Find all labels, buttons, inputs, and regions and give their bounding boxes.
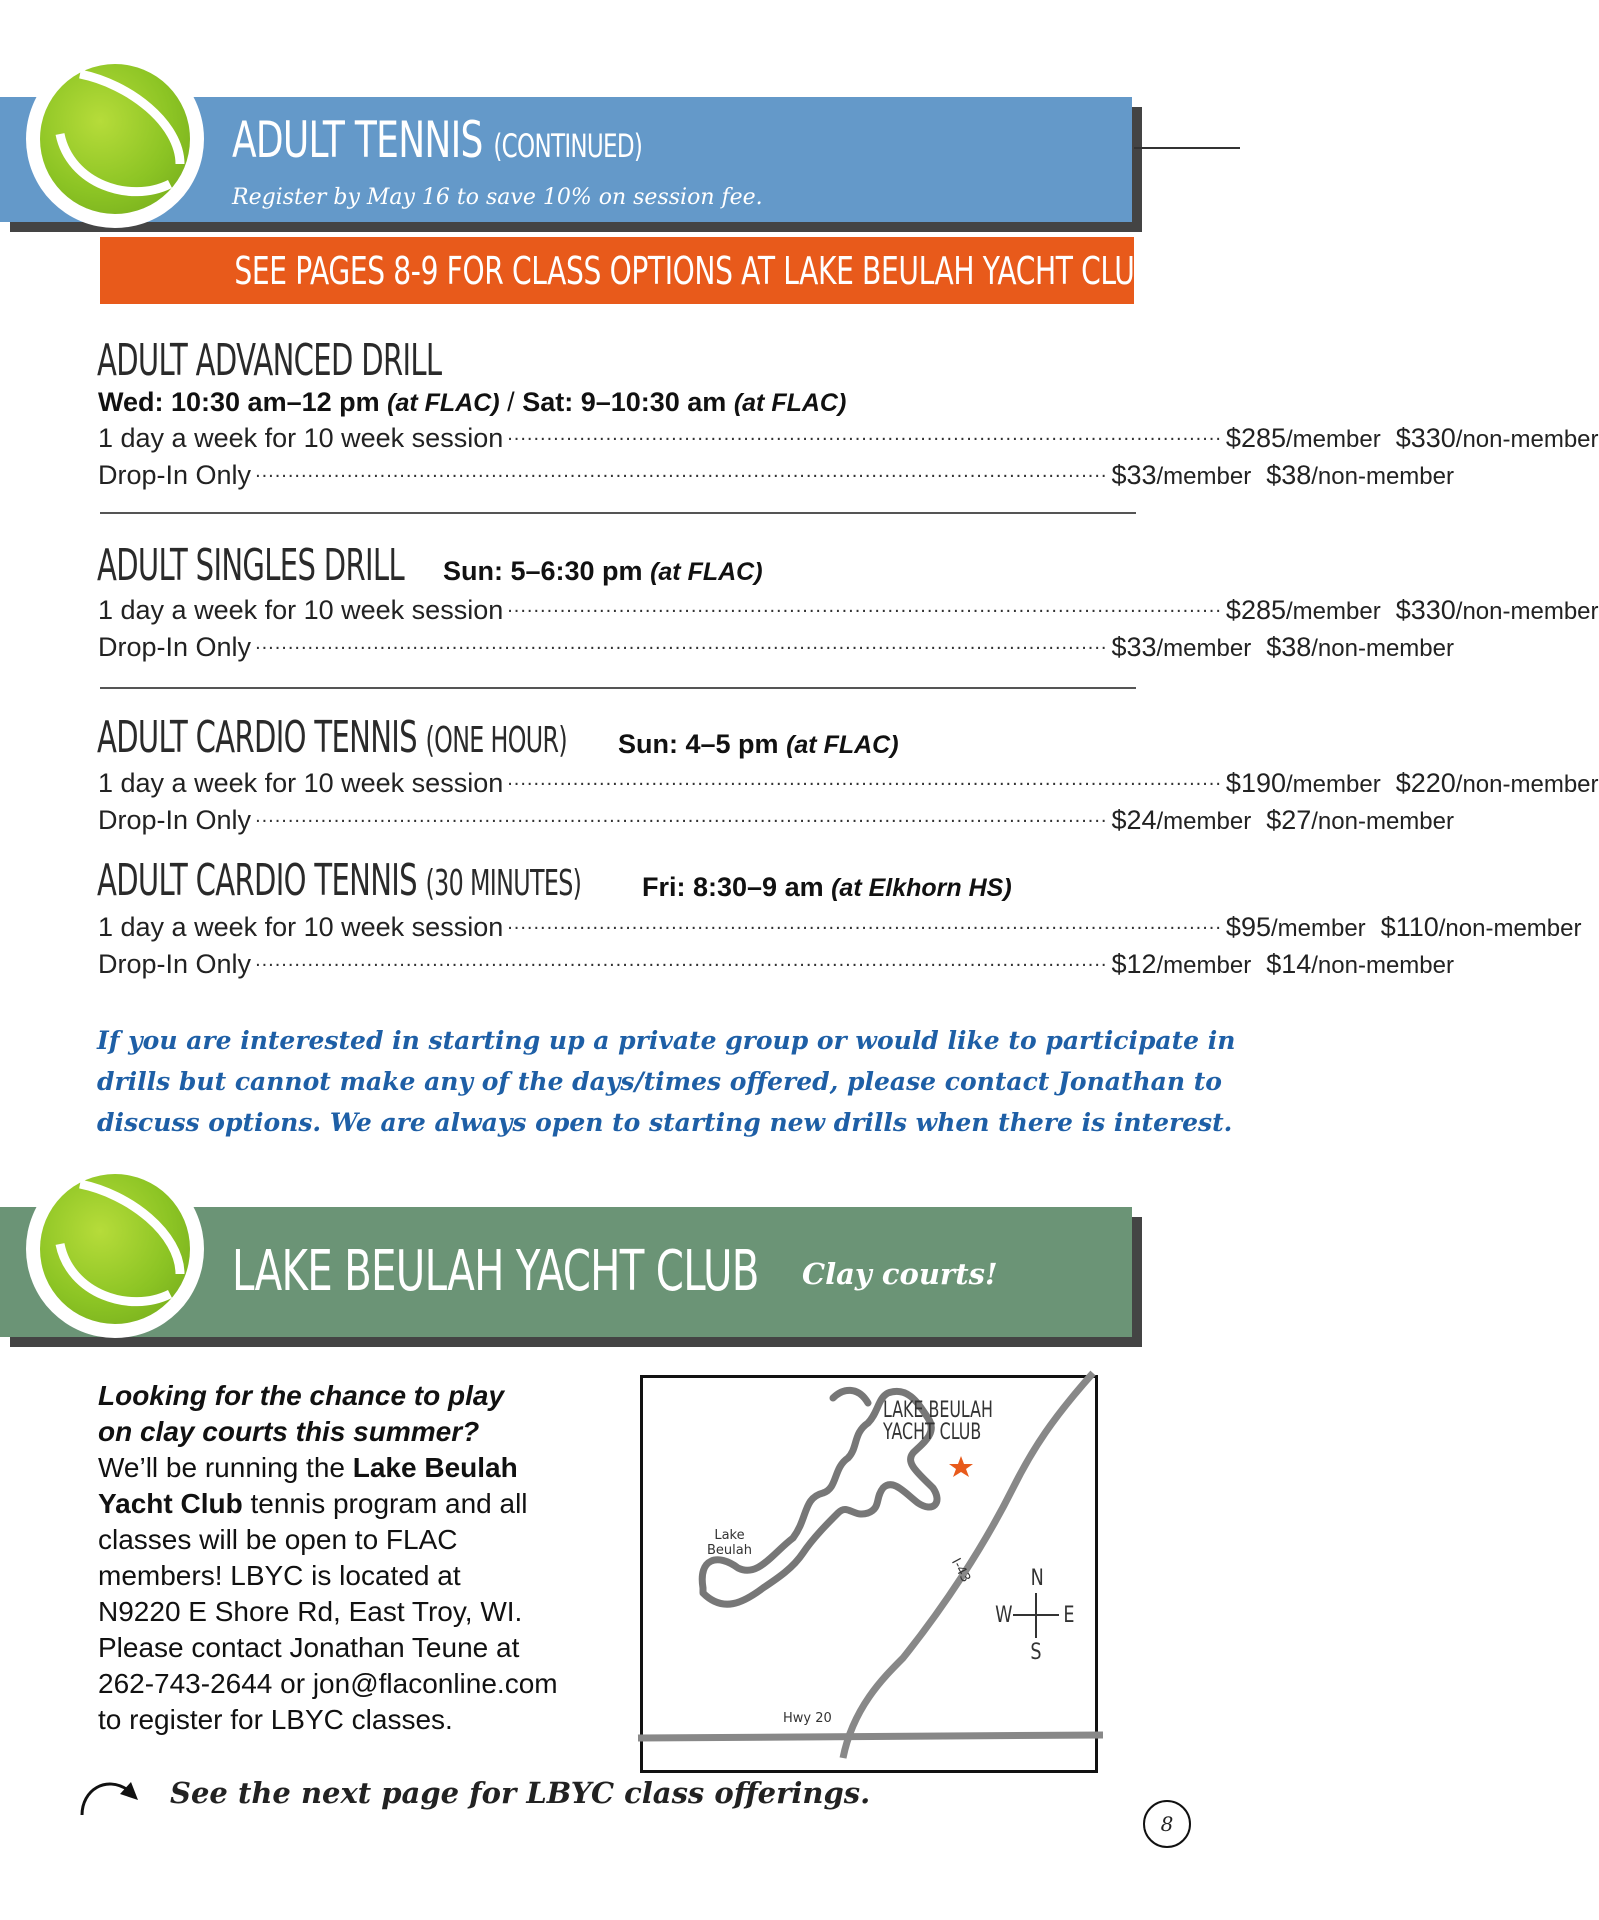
member-price: $285 <box>1225 595 1286 625</box>
price-values <box>1226 423 1599 454</box>
schedule-time: Fri: 8:30–9 am <box>642 872 824 902</box>
private-group-note <box>97 1020 1235 1143</box>
dot-leader: .................................................................................................................................. <box>255 632 1108 654</box>
class-header-cardio-hour <box>97 712 1117 762</box>
member-price: $12 <box>1111 949 1157 979</box>
lbyc-location-map <box>640 1375 1098 1773</box>
header-title-suffix: (CONTINUED) <box>493 127 643 165</box>
class-title-text: ADULT CARDIO TENNIS <box>97 855 417 906</box>
lead-line: on clay courts this summer? <box>98 1416 480 1447</box>
hwy20-label: Hwy 20 <box>783 1711 832 1726</box>
member-suffix: /member <box>1156 463 1252 490</box>
dot-leader: ............................................................................................................. <box>507 423 1222 445</box>
dot-leader: ............................................................................................................. <box>507 912 1222 934</box>
class-schedule <box>98 387 846 418</box>
nonmember-suffix: /non-member <box>1311 952 1454 979</box>
compass-e: E <box>1063 1603 1075 1628</box>
price-values <box>1111 949 1454 980</box>
nonmember-suffix: /non-member <box>1455 426 1599 453</box>
body-text: We’ll be running the <box>98 1452 353 1483</box>
member-price: $95 <box>1225 912 1271 942</box>
price-row <box>98 912 1582 943</box>
note-line: discuss options. We are always open to starting new drills when there is interest. <box>97 1108 1233 1137</box>
price-label: Drop-In Only <box>98 460 252 490</box>
price-row <box>98 423 1599 454</box>
nonmember-suffix: /non-member <box>1311 635 1454 662</box>
nonmember-price: $38 <box>1266 460 1312 490</box>
member-suffix: /member <box>1270 915 1366 942</box>
price-row <box>98 460 1454 491</box>
class-title-suffix: (30 MINUTES) <box>425 863 582 904</box>
member-suffix: /member <box>1156 808 1252 835</box>
body-line: N9220 E Shore Rd, East Troy, WI. <box>98 1596 523 1627</box>
body-bold: Yacht Club <box>98 1488 243 1519</box>
nonmember-suffix: /non-member <box>1311 463 1454 490</box>
price-values <box>1111 460 1454 491</box>
member-suffix: /member <box>1286 598 1381 625</box>
schedule-separator: / <box>507 387 515 417</box>
club-label-line: LAKE BEULAH <box>883 1398 993 1423</box>
price-row <box>98 949 1454 980</box>
nonmember-price: $27 <box>1266 805 1312 835</box>
class-title-advanced-drill <box>97 335 441 386</box>
class-options-banner <box>100 237 1154 304</box>
price-label: 1 day a week for 10 week session <box>98 595 504 625</box>
note-line: If you are interested in starting up a private group or would like to participate in <box>97 1026 1236 1055</box>
nonmember-price: $14 <box>1266 949 1312 979</box>
body-line: classes will be open to FLAC <box>98 1524 458 1555</box>
price-label: 1 day a week for 10 week session <box>98 768 504 798</box>
class-title-cardio-one-hour <box>97 712 567 763</box>
nonmember-price: $110 <box>1380 912 1439 942</box>
club-label <box>883 1400 993 1444</box>
tennis-ball-icon <box>26 1160 204 1338</box>
class-title-cardio-30-minutes <box>97 855 581 906</box>
nonmember-suffix: /non-member <box>1455 598 1599 625</box>
class-title-suffix: (ONE HOUR) <box>425 720 568 761</box>
class-title-text: ADULT ADVANCED DRILL <box>97 335 442 386</box>
lbyc-title: LAKE BEULAH YACHT CLUB <box>232 1239 759 1304</box>
page-number: 8 <box>1143 1800 1191 1848</box>
member-suffix: /member <box>1286 426 1381 453</box>
lead-line: Looking for the chance to play <box>98 1380 505 1411</box>
body-line <box>98 1450 618 1486</box>
compass-n: N <box>1030 1566 1044 1591</box>
class-header-singles <box>97 540 1097 590</box>
member-price: $24 <box>1111 805 1157 835</box>
nonmember-price: $330 <box>1395 595 1456 625</box>
schedule-location: (at FLAC) <box>786 731 899 759</box>
i43-label: I-43 <box>948 1555 974 1586</box>
nonmember-price: $38 <box>1266 632 1312 662</box>
dot-leader: ............................................................................................................. <box>507 768 1222 790</box>
member-price: $190 <box>1225 768 1286 798</box>
lbyc-description <box>98 1378 618 1738</box>
class-schedule <box>642 872 1012 903</box>
body-line: members! LBYC is located at <box>98 1560 461 1591</box>
price-row <box>98 768 1599 799</box>
compass-w: W <box>995 1603 1013 1628</box>
member-price: $285 <box>1225 423 1286 453</box>
price-label: Drop-In Only <box>98 949 252 979</box>
class-schedule <box>443 556 763 587</box>
dot-leader: .................................................................................................................................. <box>255 805 1108 827</box>
lake-label <box>707 1528 752 1558</box>
header-title-text: ADULT TENNIS <box>232 111 483 169</box>
price-label: Drop-In Only <box>98 632 252 662</box>
class-schedule <box>618 729 899 760</box>
nonmember-price: $330 <box>1395 423 1456 453</box>
lbyc-tag: Clay courts! <box>802 1257 998 1291</box>
body-line: Please contact Jonathan Teune at <box>98 1632 520 1663</box>
compass-icon <box>1013 1593 1059 1638</box>
curved-arrow-icon <box>76 1770 156 1820</box>
class-title-text: ADULT SINGLES DRILL <box>97 540 404 591</box>
dot-leader: .................................................................................................................................. <box>255 460 1108 482</box>
price-row <box>98 595 1599 626</box>
compass-s: S <box>1030 1640 1042 1665</box>
hwy20-road <box>638 1735 1103 1738</box>
price-values <box>1226 595 1599 626</box>
body-bold: Lake Beulah <box>352 1452 518 1483</box>
schedule-location: (at FLAC) <box>387 389 500 417</box>
lake-label-line: Lake <box>714 1528 745 1543</box>
body-line: 262-743-2644 or jon@flaconline.com <box>98 1668 558 1699</box>
banner-text: SEE PAGES 8-9 FOR CLASS OPTIONS AT LAKE BEULAH YACHT CLUB <box>234 249 1154 293</box>
price-values <box>1111 805 1454 836</box>
nonmember-price: $220 <box>1395 768 1456 798</box>
body-text: tennis program and all <box>242 1488 528 1519</box>
header-subtitle: Register by May 16 to save 10% on session fee. <box>232 185 763 210</box>
dot-leader: ............................................................................................................. <box>507 595 1222 617</box>
price-values <box>1226 912 1582 943</box>
class-title-text: ADULT CARDIO TENNIS <box>97 712 417 763</box>
price-label: 1 day a week for 10 week session <box>98 423 504 453</box>
member-price: $33 <box>1111 460 1157 490</box>
section-divider <box>100 687 1136 689</box>
schedule-location: (at Elkhorn HS) <box>831 874 1012 902</box>
header-rule <box>1134 147 1240 151</box>
member-suffix: /member <box>1156 635 1252 662</box>
next-page-note: See the next page for LBYC class offerings. <box>170 1776 871 1810</box>
schedule-time: Sun: 4–5 pm <box>618 729 779 759</box>
member-suffix: /member <box>1286 771 1381 798</box>
schedule-location: (at FLAC) <box>733 389 847 417</box>
price-label: Drop-In Only <box>98 805 252 835</box>
lake-label-line: Beulah <box>707 1543 752 1558</box>
price-label: 1 day a week for 10 week session <box>98 912 504 942</box>
nonmember-suffix: /non-member <box>1311 808 1454 835</box>
price-values <box>1226 768 1599 799</box>
price-values <box>1111 632 1454 663</box>
schedule-time: Sat: 9–10:30 am <box>522 387 727 417</box>
schedule-time: Sun: 5–6:30 pm <box>443 556 643 586</box>
schedule-time: Wed: 10:30 am–12 pm <box>98 387 380 417</box>
nonmember-suffix: /non-member <box>1438 915 1582 942</box>
header-title <box>232 111 642 169</box>
map-drawing <box>643 1378 1095 1770</box>
class-title-singles-drill <box>97 540 404 591</box>
dot-leader: .................................................................................................................................. <box>255 949 1108 971</box>
note-line: drills but cannot make any of the days/times offered, please contact Jonathan to <box>97 1067 1222 1096</box>
tennis-ball-icon <box>26 50 204 228</box>
member-suffix: /member <box>1156 952 1252 979</box>
price-row <box>98 805 1454 836</box>
price-row <box>98 632 1454 663</box>
nonmember-suffix: /non-member <box>1455 771 1599 798</box>
body-line <box>98 1486 618 1522</box>
class-header-cardio-30 <box>97 855 1127 905</box>
section-divider <box>100 512 1136 514</box>
member-price: $33 <box>1111 632 1157 662</box>
club-label-line: YACHT CLUB <box>883 1420 982 1445</box>
club-location-star <box>949 1456 973 1477</box>
body-line: to register for LBYC classes. <box>98 1704 453 1735</box>
schedule-location: (at FLAC) <box>650 558 763 586</box>
